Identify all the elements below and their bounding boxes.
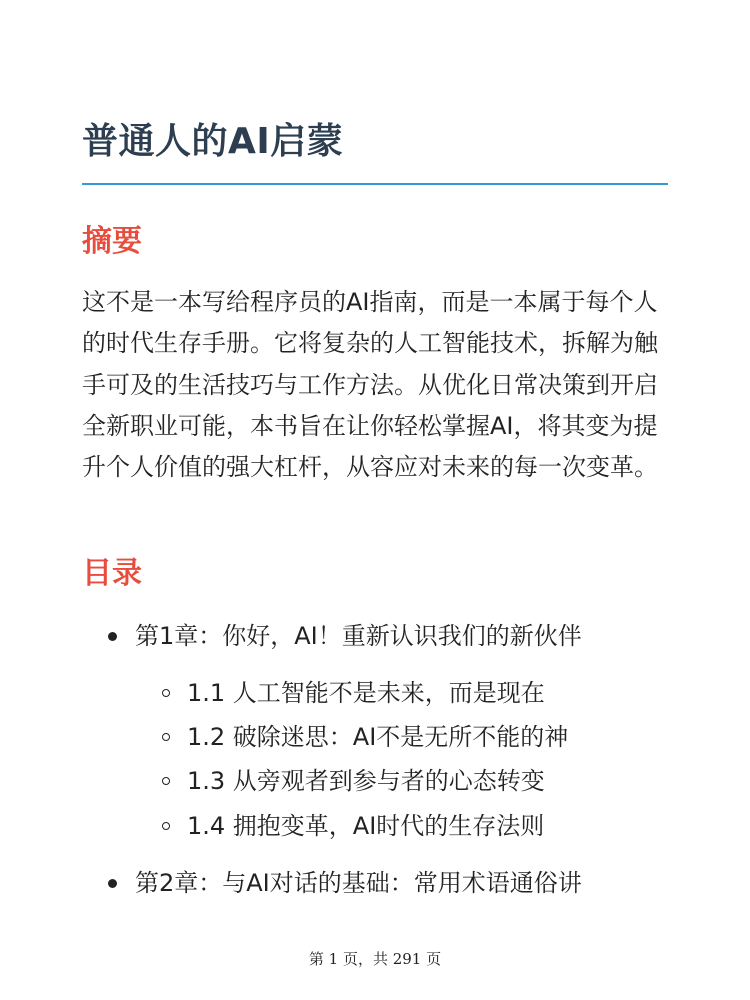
toc-section-label: 1.1 人工智能不是未来，而是现在 bbox=[187, 679, 545, 707]
toc-section-1-4[interactable] bbox=[162, 809, 544, 843]
toc-section-1-3[interactable] bbox=[162, 764, 545, 798]
toc-chapter-label: 第1章：你好，AI！重新认识我们的新伙伴 bbox=[135, 622, 582, 650]
toc-chapter-label: 第2章：与AI对话的基础：常用术语通俗讲 bbox=[135, 869, 582, 897]
page-title: 普通人的AI启蒙 bbox=[82, 121, 344, 162]
bullet-circle-icon bbox=[162, 777, 170, 785]
toc-chapter-1[interactable] bbox=[108, 619, 582, 653]
bullet-disc-icon bbox=[108, 879, 117, 888]
toc-section-1-1[interactable] bbox=[162, 676, 545, 710]
toc-section-1-2[interactable] bbox=[162, 720, 568, 754]
bullet-circle-icon bbox=[162, 689, 170, 697]
page-footer: 第 1 页，共 291 页 bbox=[308, 950, 442, 968]
bullet-circle-icon bbox=[162, 733, 170, 741]
abstract-heading: 摘要 bbox=[82, 224, 142, 259]
toc-section-label: 1.2 破除迷思：AI不是无所不能的神 bbox=[187, 723, 569, 751]
title-divider bbox=[82, 183, 668, 185]
abstract-text: 这不是一本写给程序员的AI指南，而是一本属于每个人的时代生存手册。它将复杂的人工智能技术，拆解为触手可及的生活技巧与工作方法。从优化日常决策到开启全新职业可能，本书旨在让你轻松掌握AI，将其变为提升个人价值的强大杠杆，从容应对未来的每一次变革。 bbox=[82, 288, 658, 482]
toc-section-label: 1.4 拥抱变革，AI时代的生存法则 bbox=[187, 812, 545, 840]
toc-heading: 目录 bbox=[82, 556, 142, 591]
toc-chapter-2[interactable] bbox=[108, 866, 582, 900]
bullet-circle-icon bbox=[162, 822, 170, 830]
bullet-disc-icon bbox=[108, 632, 117, 641]
toc-section-label: 1.3 从旁观者到参与者的心态转变 bbox=[187, 767, 545, 795]
